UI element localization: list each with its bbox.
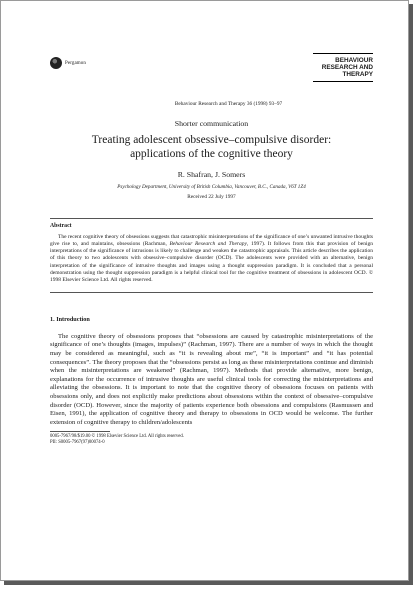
abstract-heading: Abstract [50,223,72,230]
section-heading: 1. Introduction [50,315,90,323]
abstract-text-part: , 1997). It follows from this that provision of benign interpretations of the significance of intrusions is likely to challenge and weaken the catastrophic appraisals. This article describes the application of this theory to two adolescents with obsessive–compulsive disorder (OCD). The adolescents were provided with an alternative, benign interpretation of the significance of intrusive thoughts and images using a thought suppression paradigm. It is concluded that a personal demonstration using the thought suppression paradigm is a helpful clinical tool for the cognitive treatment of obsessions in adolescent OCD. © 1998 Elsevier Science Ltd. All rights reserved. [50,241,373,283]
publisher-name: Pergamon [65,60,86,66]
abstract-journal-italic: Behaviour Research and Therapy [169,241,247,248]
footnote [50,434,373,446]
journal-title-line: THERAPY [342,71,373,79]
article-type: Shorter communication [174,119,249,128]
abstract-text-part: The recent cognitive theory of obsessions suggests that catastrophic misinterpretations of the significance of one’s unwanted intrusive thoughts give rise to, and maintains, obsessions (Rachman, [50,234,373,248]
journal-title [313,53,373,82]
article-title [50,134,373,161]
abstract-top-rule [50,218,373,219]
footnote-line: 0005-7967/98/$19.00 © 1998 Elsevier Science Ltd. All rights reserved. [50,434,184,440]
journal-citation: Behaviour Research and Therapy 36 (1998) 93–97 [174,101,283,107]
article-title-line: Treating adolescent obsessive–compulsive disorder: [91,134,332,146]
page-content [50,53,373,446]
journal-title-line: BEHAVIOUR [335,57,373,64]
abstract-text [50,234,373,284]
article-title-line: applications of the cognitive theory [130,147,293,160]
affiliation: Psychology Department, University of British Columbia, Vancouver, B.C., Canada, V6T 1Z4 [117,184,306,191]
authors: R. Shafran, J. Somers [177,170,246,180]
publisher-logo-icon [50,57,62,69]
masthead [50,53,373,101]
journal-title-line: RESEARCH AND [321,64,373,72]
footnote-line: PII: S0005-7967(97)00074-0 [50,440,105,446]
publisher-block [50,57,86,69]
received-date: Received 22 July 1997 [187,194,236,201]
section-paragraph: The cognitive theory of obsessions proposes that “obsessions are caused by catastrophic misinterpretations of the significance of one’s thoughts (images, impulses)” (Rachman, 1997). There are a number of ways in which the thought may be considered as meaningful, such as “it is revealing about me”, “it is important” and “it has potential consequences”. The theory proposes that the “obsessions persist as long as these misinterpretations continue and diminish when the misinterpretations are weakened” (Rachman, 1997). Methods that provide alternative, more benign, explanations for the occurrence of intrusive thoughts are useful clinical tools for correcting the misinterpretations and alleviating the obsessions. It is important to note that the cognitive theory of obsessions focuses on patients with obsessions only, and does not explicitly make predictions about obsessions within the context of obsessive–compulsive disorder (OCD). However, since the majority of patients experience both obsessions and compulsions (Rasmussen and Eisen, 1991), the application of cognitive theory and therapy to obsessions in OCD would be welcome. The further extension of cognitive therapy to children/adolescents [50,332,373,426]
abstract-bottom-rule [50,292,373,293]
footnote-rule [50,431,110,432]
